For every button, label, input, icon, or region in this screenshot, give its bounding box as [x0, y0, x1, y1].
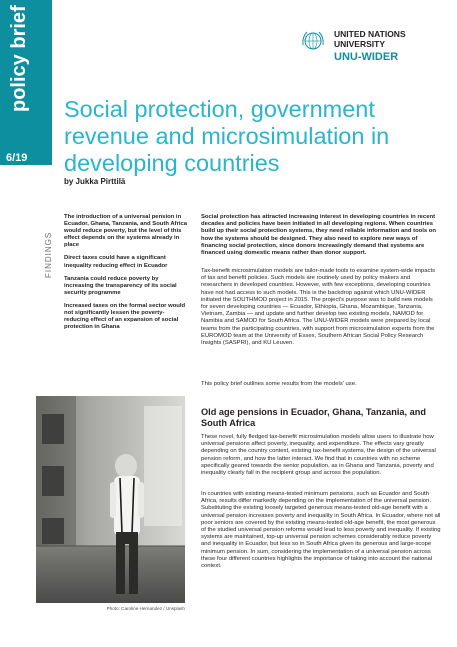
photo-credit: Photo: Caroline Hernandez / Unsplash: [106, 606, 185, 611]
section-heading: Old age pensions in Ecuador, Ghana, Tanzania, and South Africa: [201, 407, 426, 428]
title-line: Social protection, government: [64, 96, 375, 122]
body-paragraph-models: Tax-benefit microsimulation models are tailor-made tools to examine system-wide impacts of tax and benefit policies. Such models are routinely used by policy makers and researchers in developed countries. However, with few exceptions, developing countries have not had access to such models. This is the backdrop against which UNU-WIDER initiated the SOUTHMOD project in 2015. The project's purpose was to build new models for seven developing countries — Ecuador, Ethiopia, Ghana, Mozambique, Tanzania, Vietnam, Zambia — and update and further develop two existing models, NAMOD for Namibia and SAMOD for South Africa. The UNU-WIDER models were prepared by local teams from the participating countries, with support from microsimulation experts from the EUROMOD team at the University of Essex, Southern African Social Policy Research Insights (SASPRI), and KU Leuven.: [201, 268, 436, 347]
cover-photo: [36, 396, 185, 603]
institute-name: UNU-WIDER: [334, 51, 399, 63]
un-emblem-icon: [300, 28, 326, 54]
series-text: policy brief: [8, 5, 30, 112]
university-name: [334, 30, 406, 49]
university-line-1: UNITED NATIONS: [334, 29, 406, 39]
findings-list: [64, 214, 189, 337]
unu-wider-logo[interactable]: [300, 24, 450, 68]
elderly-man-walking-photo: [36, 396, 185, 603]
issue-number: 6/19: [6, 152, 28, 164]
findings-label-text: FINDINGS: [44, 231, 53, 278]
finding-item: Increased taxes on the formal sector would not significantly lessen the poverty-reducing effect of an expansion of social protection in Ghana: [64, 302, 186, 331]
body-paragraph-means-tested: In countries with existing means-tested minimum pensions, such as Ecuador and South Africa, results differ markedly depending on the implementation of the universal pension. Substituting the existing loosely targeted generous means-tested old-age benefit with a universal pension increases poverty and inequality in South Africa. In Ecuador, where not all poor seniors are covered by the existing means-tested old-age benefit, the most generous of the studied universal pension reforms would lead to less poverty and inequality. If existing systems are maintained, top-up universal pension schemes considerably reduce poverty and inequality in Ecuador, but less so in South Africa given its generous and large-scope minimum pension. In sum, considering the implementation of a universal pension across these four different countries highlights the importance of taking into account the national context.: [201, 491, 441, 570]
intro-paragraph: Social protection has attracted increasing interest in developing countries in recent decades and policies have been initiated in all developing regions. When countries build up their social protection systems, they need reliable information and tools on how the systems should be designed. They also need to explore new ways of financing social protection, since donors increasingly demand that systems are financed using domestic means rather than donor support.: [201, 214, 437, 257]
body-paragraph-outline: This policy brief outlines some results from the models' use.: [201, 381, 357, 387]
body-paragraph-pensions: These novel, fully fledged tax-benefit microsimulation models allow users to illustrate how universal pensions affect poverty, inequality, and expenditure. The effects vary greatly depending on the country context, existing tax-benefit systems, the design of the universal pension reform, and how the latter interact. We find that in countries with no scheme specifically geared towards the senior population, as in Ghana and Tanzania, poverty and inequality clearly fall in the recipient group and across the population.: [201, 434, 436, 477]
finding-item: Direct taxes could have a significant inequality reducing effect in Ecuador: [64, 255, 168, 269]
page-title: [64, 96, 444, 177]
finding-item: Tanzania could reduce poverty by increasing the transparency of its social security programme: [64, 275, 177, 296]
university-line-2: UNIVERSITY: [334, 38, 386, 49]
title-line: developing countries: [64, 150, 280, 176]
finding-item: The introduction of a universal pension in Ecuador, Ghana, Tanzania, and South Africa would reduce poverty, but the level of this effect depends on the systems already in place: [64, 214, 188, 249]
findings-label: [44, 218, 56, 278]
sidebar-band: [0, 0, 52, 165]
series-label: [8, 5, 48, 152]
author-byline: by Jukka Pirttilä: [64, 177, 126, 186]
title-line: revenue and microsimulation in: [64, 123, 390, 149]
